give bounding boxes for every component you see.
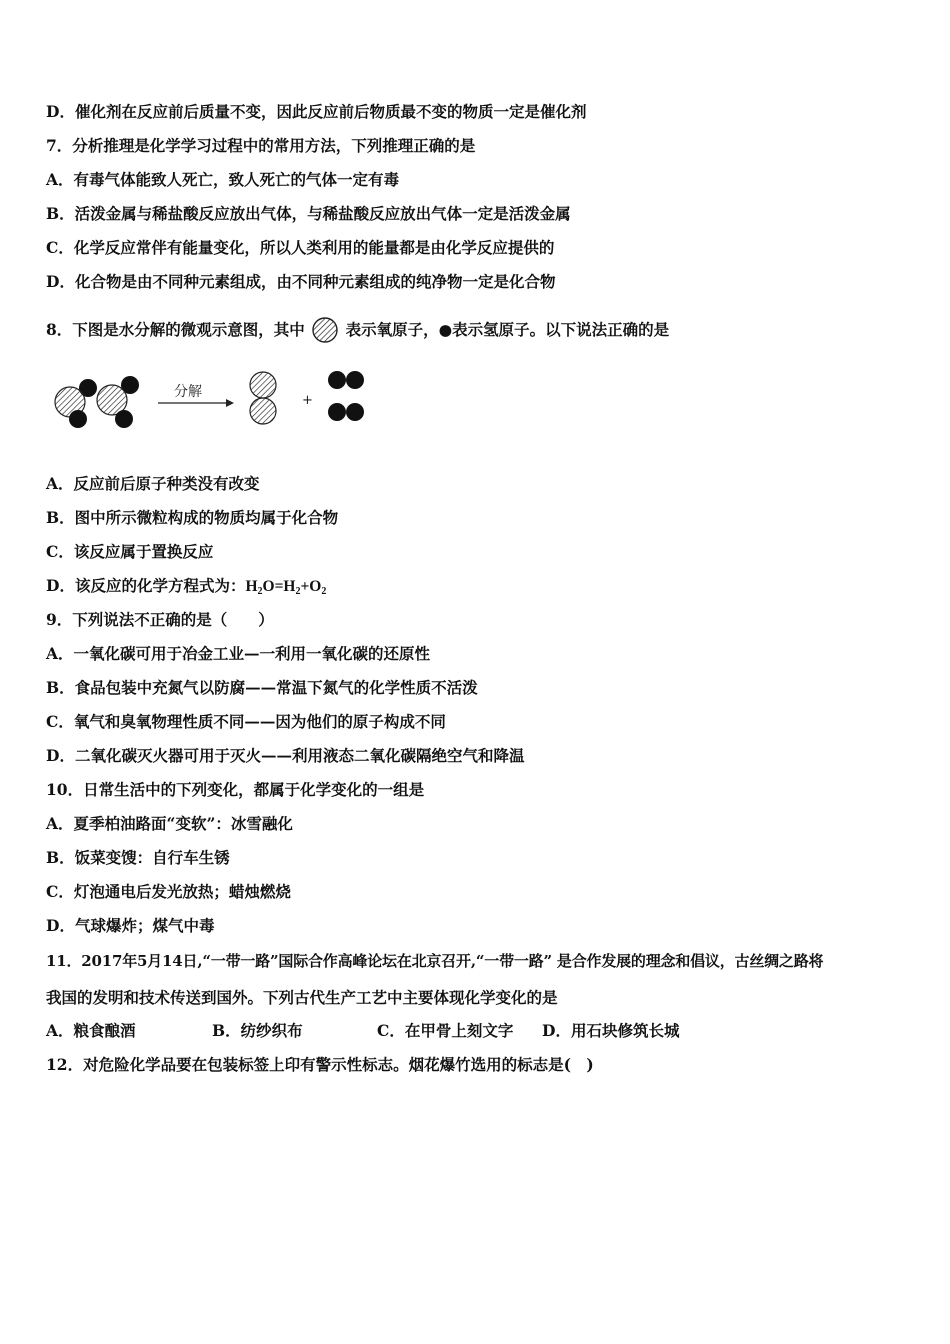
q11-stem-line1: 11．2017年5月14日,“一带一路”国际合作高峰论坛在北京召开,“一带一路” 是合作发展的理念和倡议，古丝绸之路将 <box>46 952 824 970</box>
q6-option-d: D．催化剂在反应前后质量不变，因此反应前后物质最不变的物质一定是催化剂 <box>46 102 587 121</box>
q11-option-d: D．用石块修筑长城 <box>542 1021 680 1040</box>
q10-option-a: A．夏季柏油路面“变软”：冰雪融化 <box>46 814 293 833</box>
q9-option-a: A．一氧化碳可用于冶金工业—一利用一氧化碳的还原性 <box>46 644 431 663</box>
arrow-head-icon <box>226 399 234 407</box>
q10-option-b: B．饭菜变馊：自行车生锈 <box>46 848 230 867</box>
q11-option-a: A．粮食酿酒 <box>46 1021 136 1040</box>
q8-stem <box>46 316 669 346</box>
q7-option-d: D．化合物是由不同种元素组成，由不同种元素组成的纯净物一定是化合物 <box>46 272 556 291</box>
chemical-equation: $H_2O=H_2+O_2$ <box>245 578 327 597</box>
q10-option-c: C．灯泡通电后发光放热；蜡烛燃烧 <box>46 882 291 901</box>
arrow-label: 分解 <box>174 384 202 400</box>
q10-stem: 10．日常生活中的下列变化，都属于化学变化的一组是 <box>46 780 425 799</box>
oxygen-atom-icon <box>250 372 276 398</box>
hydrogen-atom-icon <box>328 371 346 389</box>
q7-option-b: B．活泼金属与稀盐酸反应放出气体，与稀盐酸反应放出气体一定是活泼金属 <box>46 204 571 223</box>
water-decomposition-diagram <box>46 368 386 438</box>
q11-options <box>46 1020 906 1042</box>
q12-stem: 12．对危险化学品要在包装标签上印有警示性标志。烟花爆竹选用的标志是( ) <box>46 1055 594 1074</box>
q7-option-a: A．有毒气体能致人死亡，致人死亡的气体一定有毒 <box>46 170 400 189</box>
q11-option-c: C．在甲骨上刻文字 <box>377 1021 514 1040</box>
q9-option-d: D．二氧化碳灭火器可用于灭火——利用液态二氧化碳隔绝空气和降温 <box>46 746 525 765</box>
q7-stem: 7．分析推理是化学学习过程中的常用方法，下列推理正确的是 <box>46 136 476 155</box>
q8-option-b: B．图中所示微粒构成的物质均属于化合物 <box>46 508 339 527</box>
oxygen-atom-icon <box>250 398 276 424</box>
q8-option-d-text: D．该反应的化学方程式为： <box>46 576 246 595</box>
water-molecule-left <box>55 379 97 428</box>
water-molecule-right <box>97 376 139 428</box>
oxygen-atom-icon <box>310 316 340 346</box>
q8-option-d <box>46 575 326 603</box>
hydrogen-atom-icon <box>328 403 346 421</box>
reaction-arrow <box>158 384 234 407</box>
hydrogen-atom-icon <box>69 410 87 428</box>
q8-option-a: A．反应前后原子种类没有改变 <box>46 474 260 493</box>
q7-option-c: C．化学反应常伴有能量变化，所以人类利用的能量都是由化学反应提供的 <box>46 238 555 257</box>
q11-stem-line2: 我国的发明和技术传送到国外。下列古代生产工艺中主要体现化学变化的是 <box>46 988 558 1007</box>
q8-stem-pre: 8．下图是水分解的微观示意图，其中 <box>46 320 305 339</box>
hydrogen-atom-icon <box>115 410 133 428</box>
hydrogen-atom-icon <box>346 371 364 389</box>
oxygen-molecule <box>250 372 276 424</box>
plus-sign: + <box>302 393 313 408</box>
hydrogen-atom-icon <box>346 403 364 421</box>
hydrogen-molecules <box>328 371 364 421</box>
q10-option-d: D．气球爆炸；煤气中毒 <box>46 916 215 935</box>
q9-stem: 9．下列说法不正确的是（ ） <box>46 610 274 629</box>
q8-stem-post: 表示氧原子，●表示氢原子。以下说法正确的是 <box>345 320 670 339</box>
q8-option-c: C．该反应属于置换反应 <box>46 542 214 561</box>
q9-option-b: B．食品包装中充氮气以防腐——常温下氮气的化学性质不活泼 <box>46 678 478 697</box>
q9-option-c: C．氧气和臭氧物理性质不同——因为他们的原子构成不同 <box>46 712 446 731</box>
q11-option-b: B．纺纱织布 <box>212 1021 303 1040</box>
